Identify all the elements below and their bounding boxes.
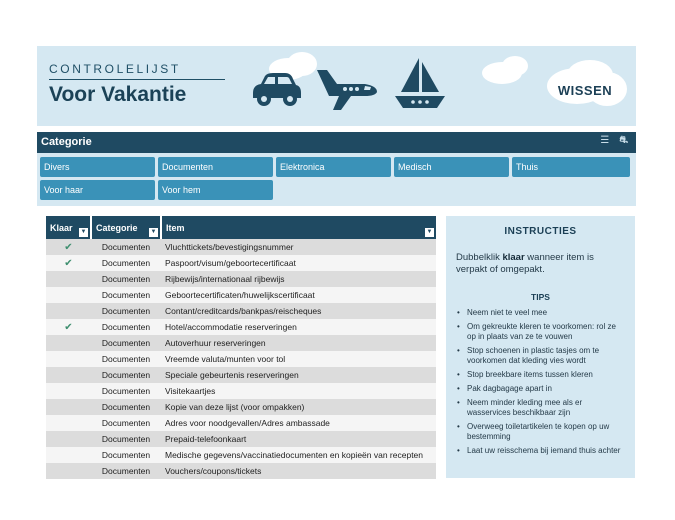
- table-row: [46, 431, 436, 447]
- klaar-cell[interactable]: [46, 383, 91, 399]
- category-cell: Documenten: [91, 287, 161, 303]
- table-row: [46, 367, 436, 383]
- category-cell: Documenten: [91, 303, 161, 319]
- klaar-keyword: klaar: [502, 252, 525, 263]
- tips-title: TIPS: [531, 291, 550, 302]
- clear-filter-icon[interactable]: ⛐: [619, 135, 628, 146]
- category-cell: Documenten: [91, 271, 161, 287]
- item-cell: Rijbewijs/internationaal rijbewijs: [161, 271, 436, 287]
- filter-dropdown-icon[interactable]: ▼: [80, 229, 87, 235]
- klaar-cell[interactable]: [46, 335, 91, 351]
- item-cell: Adres voor noodgevallen/Adres ambassade: [161, 415, 436, 431]
- tip-item: • Stop breekbare items tussen kleren: [456, 370, 625, 380]
- column-header-categorie[interactable]: [91, 216, 161, 239]
- checkmark-icon[interactable]: ✔: [46, 255, 91, 271]
- klaar-cell[interactable]: [46, 399, 91, 415]
- item-cell: Paspoort/visum/geboortecertificaat: [161, 255, 436, 271]
- column-header-klaar[interactable]: [46, 216, 91, 239]
- category-cell: Documenten: [91, 399, 161, 415]
- category-cell: Documenten: [91, 383, 161, 399]
- column-header-label: Item: [166, 222, 185, 233]
- klaar-cell[interactable]: [46, 271, 91, 287]
- item-cell: Prepaid-telefoonkaart: [161, 431, 436, 447]
- slicer-chip-thuis[interactable]: Thuis: [512, 157, 630, 177]
- table-header-row: [46, 216, 436, 239]
- checkmark-icon[interactable]: ✔: [46, 239, 91, 255]
- category-cell: Documenten: [91, 431, 161, 447]
- klaar-cell[interactable]: [46, 431, 91, 447]
- tip-item: • Laat uw reisschema bij iemand thuis achter: [456, 446, 625, 456]
- item-cell: Contant/creditcards/bankpas/reischeques: [161, 303, 436, 319]
- header-banner: [37, 46, 636, 126]
- table-row: [46, 303, 436, 319]
- instructions-title: INSTRUCTIES: [504, 226, 577, 237]
- slicer-chip-voor-haar[interactable]: Voor haar: [40, 180, 155, 200]
- table-row: [46, 255, 436, 271]
- item-cell: Vluchttickets/bevestigingsnummer: [161, 239, 436, 255]
- column-header-label: Klaar: [50, 222, 73, 233]
- instructions-intro: Dubbelklik klaar wanneer item is verpakt of omgepakt.: [456, 252, 594, 275]
- tip-item: • Stop schoenen in plastic tasjes om te voorkomen dat kleding vies wordt: [456, 346, 625, 366]
- tip-item: • Om gekreukte kleren te voorkomen: rol ze op in plaats van ze te vouwen: [456, 322, 625, 342]
- title-divider: [49, 79, 225, 80]
- category-cell: Documenten: [91, 367, 161, 383]
- tip-item: • Pak dagbagage apart in: [456, 384, 625, 394]
- klaar-cell[interactable]: [46, 415, 91, 431]
- table-row: [46, 239, 436, 255]
- table-row: [46, 271, 436, 287]
- table-row: [46, 319, 436, 335]
- filter-dropdown-icon[interactable]: ▼: [426, 229, 433, 235]
- table-row: [46, 399, 436, 415]
- multi-select-icon[interactable]: ☰: [600, 135, 610, 146]
- tip-item: • Overweeg toiletartikelen te kopen op uw bestemming: [456, 422, 625, 442]
- category-cell: Documenten: [91, 447, 161, 463]
- page-title: Voor Vakantie: [49, 83, 187, 106]
- table-row: [46, 287, 436, 303]
- tip-item: • Neem niet te veel mee: [456, 308, 625, 318]
- instructions-panel: [446, 216, 635, 478]
- category-cell: Documenten: [91, 351, 161, 367]
- klaar-cell[interactable]: [46, 463, 91, 479]
- item-cell: Visitekaartjes: [161, 383, 436, 399]
- page-subtitle: CONTROLELIJST: [49, 62, 181, 76]
- item-cell: Medische gegevens/vaccinatiedocumenten en kopieën van recepten: [161, 447, 436, 463]
- category-cell: Documenten: [91, 255, 161, 271]
- slicer-chip-divers[interactable]: Divers: [40, 157, 155, 177]
- car-icon: [249, 71, 303, 107]
- category-slicer: [37, 132, 636, 206]
- slicer-chip-voor-hem[interactable]: Voor hem: [158, 180, 273, 200]
- klaar-cell[interactable]: [46, 287, 91, 303]
- slicer-chip-documenten[interactable]: Documenten: [158, 157, 273, 177]
- slicer-chip-elektronica[interactable]: Elektronica: [276, 157, 391, 177]
- table-row: [46, 447, 436, 463]
- item-cell: Vreemde valuta/munten voor tol: [161, 351, 436, 367]
- category-cell: Documenten: [91, 415, 161, 431]
- sailboat-icon: [393, 56, 447, 110]
- klaar-cell[interactable]: [46, 303, 91, 319]
- tip-item: • Neem minder kleding mee als er wasservices beschikbaar zijn: [456, 398, 625, 418]
- table-row: [46, 351, 436, 367]
- column-header-label: Categorie: [96, 222, 138, 233]
- item-cell: Geboortecertificaten/huwelijkscertificaat: [161, 287, 436, 303]
- airplane-icon: [315, 66, 379, 112]
- clear-button[interactable]: WISSEN: [545, 72, 625, 108]
- checklist-table: [46, 216, 436, 479]
- item-cell: Vouchers/coupons/tickets: [161, 463, 436, 479]
- table-row: [46, 383, 436, 399]
- slicer-chip-medisch[interactable]: Medisch: [394, 157, 509, 177]
- slicer-header: [37, 132, 636, 153]
- slicer-title: Categorie: [41, 136, 92, 148]
- category-cell: Documenten: [91, 319, 161, 335]
- table-row: [46, 415, 436, 431]
- item-cell: Speciale gebeurtenis reserveringen: [161, 367, 436, 383]
- category-cell: Documenten: [91, 239, 161, 255]
- filter-dropdown-icon[interactable]: ▼: [150, 229, 157, 235]
- column-header-item[interactable]: [161, 216, 436, 239]
- item-cell: Autoverhuur reserveringen: [161, 335, 436, 351]
- item-cell: Kopie van deze lijst (voor ompakken): [161, 399, 436, 415]
- tips-list: [456, 308, 625, 456]
- checkmark-icon[interactable]: ✔: [46, 319, 91, 335]
- category-cell: Documenten: [91, 335, 161, 351]
- klaar-cell[interactable]: [46, 447, 91, 463]
- item-cell: Hotel/accommodatie reserveringen: [161, 319, 436, 335]
- table-row: [46, 335, 436, 351]
- table-row: [46, 463, 436, 479]
- category-cell: Documenten: [91, 463, 161, 479]
- klaar-cell[interactable]: [46, 351, 91, 367]
- klaar-cell[interactable]: [46, 367, 91, 383]
